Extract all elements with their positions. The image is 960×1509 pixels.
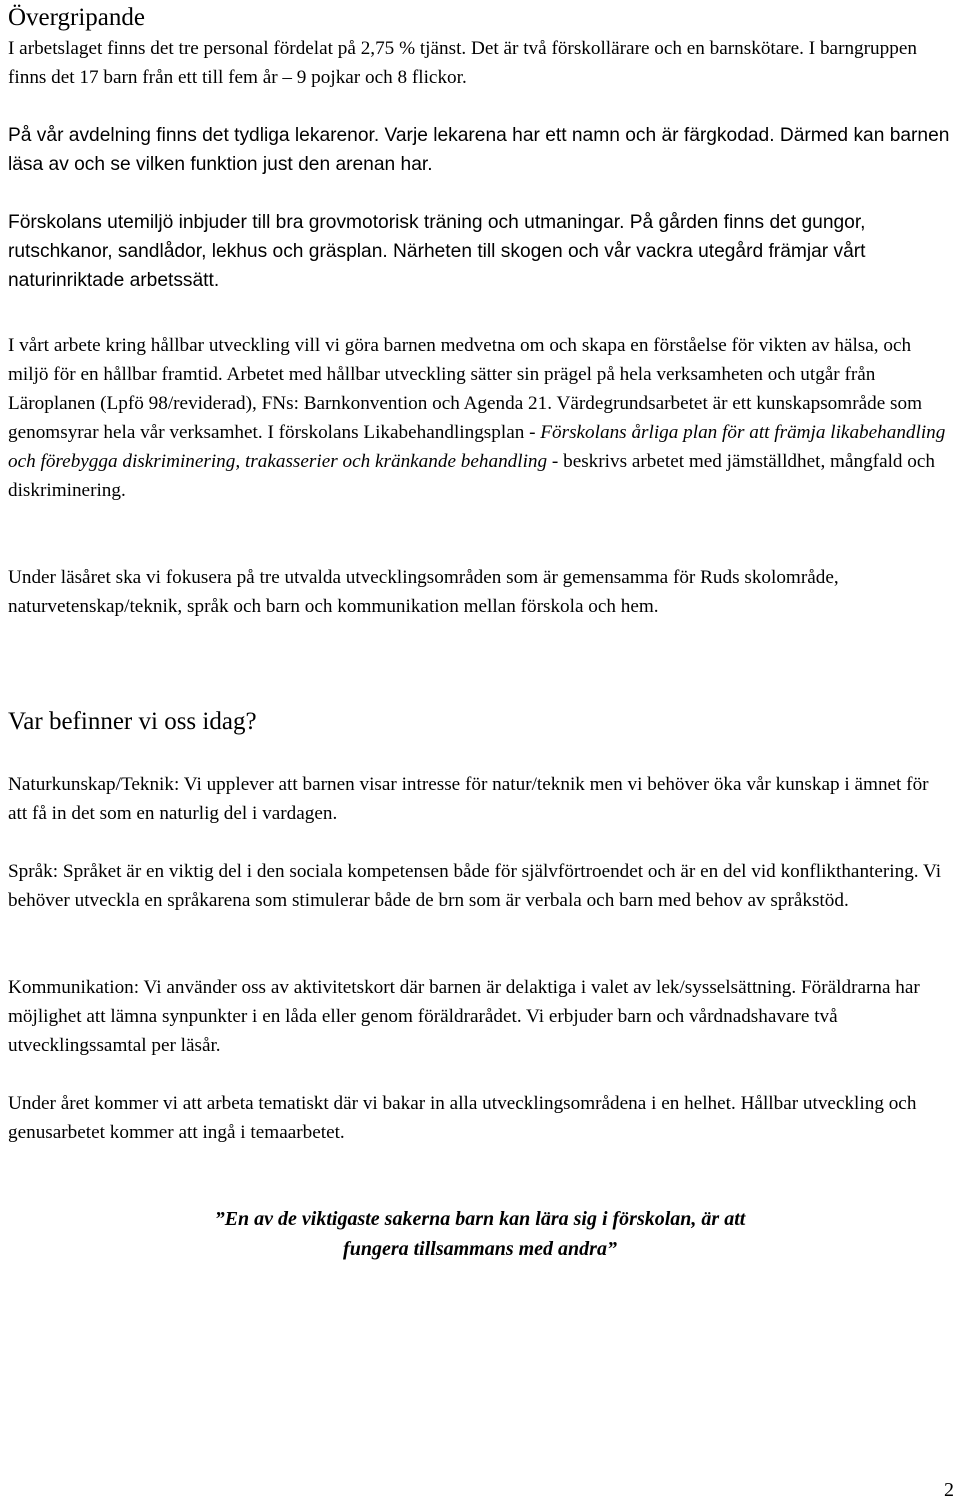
quote-line-1: ”En av de viktigaste sakerna barn kan lära sig i förskolan, är att bbox=[214, 1208, 746, 1230]
paragraph-sustainable-development bbox=[8, 331, 952, 505]
quote-line-2: fungera tillsammans med andra” bbox=[343, 1238, 617, 1260]
paragraph-theme-work: Under året kommer vi att arbeta tematiskt där vi bakar in alla utvecklingsområdena i en helhet. Hållbar utveckling och genusarbetet kommer att ingå i temaarbetet. bbox=[8, 1093, 917, 1143]
paragraph-staff: I arbetslaget finns det tre personal fördelat på 2,75 % tjänst. Det är två förskollärare och en barnskötare. I barngruppen finns det 17 barn från ett till fem år – 9 pojkar och 8 flickor. bbox=[8, 38, 917, 88]
heading-overgripande: Övergripande bbox=[8, 4, 145, 31]
paragraph-nature-technology: Naturkunskap/Teknik: Vi upplever att barnen visar intresse för natur/teknik men vi behöver öka vår kunskap i ämnet för att få in det som en naturlig del i vardagen. bbox=[8, 774, 929, 824]
sustain-text-b: - beskrivs arbetet med jämställdhet, mångfald och diskriminering. bbox=[8, 451, 936, 501]
paragraph-communication: Kommunikation: Vi använder oss av aktivitetskort där barnen är delaktiga i valet av lek/sysselsättning. Föräldrarna har möjlighet att lämna synpunkter i en låda eller genom föräldrarådet. Vi erbjuder barn och vårdnadshavare två utvecklingssamtal per läsår. bbox=[8, 977, 920, 1056]
paragraph-outdoor-environment: Förskolans utemiljö inbjuder till bra grovmotorisk träning och utmaningar. På gården finns det gungor, rutschkanor, sandlådor, lekhus och gräsplan. Närheten till skogen och vår vackra utegård främjar vårt naturinriktade arbetssätt. bbox=[8, 212, 866, 291]
page-number: 2 bbox=[944, 1479, 954, 1501]
closing-quote bbox=[8, 1204, 952, 1264]
paragraph-play-areas: På vår avdelning finns det tydliga lekarenor. Varje lekarena har ett namn och är färgkodad. Därmed kan barnen läsa av och se vilken funktion just den arenan har. bbox=[8, 125, 950, 175]
sustain-text-a: I vårt arbete kring hållbar utveckling vill vi göra barnen medvetna om och skapa en förståelse för vikten av hälsa, och miljö för en hållbar framtid. Arbetet med hållbar utveckling sätter sin prägel på hela verksamheten och utgår från Läroplanen (Lpfö 98/reviderad), FNs: Barnkonvention och Agenda 21. Värdegrundsarbetet är ett kunskapsområde som genomsyrar hela vår verksamhet. I förskolans Likabehandlingsplan - bbox=[8, 335, 922, 443]
paragraph-focus-areas: Under läsåret ska vi fokusera på tre utvalda utvecklingsområden som är gemensamma för Ruds skolområde, naturvetenskap/teknik, språk och barn och kommunikation mellan förskola och hem. bbox=[8, 567, 839, 617]
paragraph-language: Språk: Språket är en viktig del i den sociala kompetensen både för självförtroendet och är en del vid konflikthantering. Vi behöver utveckla en språkarena som stimulerar både de brn som är verbala och barn med behov av språkstöd. bbox=[8, 861, 942, 911]
heading-where-are-we: Var befinner vi oss idag? bbox=[8, 708, 257, 735]
sustain-text-italic: Förskolans årliga plan för att främja likabehandling och förebygga diskriminering, trakasserier och kränkande behandling bbox=[8, 422, 946, 472]
